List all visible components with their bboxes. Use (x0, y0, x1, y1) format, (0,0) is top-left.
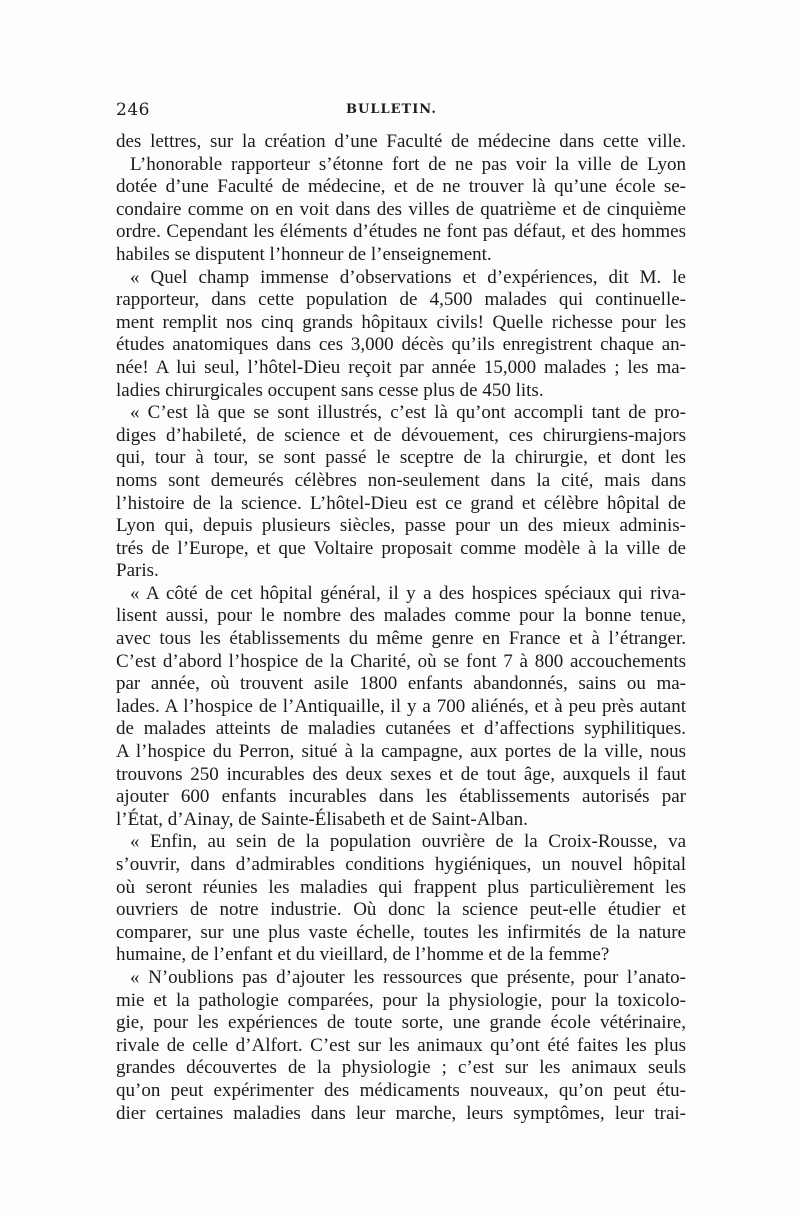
text-line: gie, pour les expériences de toute sorte, une grande école vétérinaire, (116, 1012, 686, 1034)
text-line: Paris. (116, 560, 159, 582)
text-line: « C’est là que se sont illustrés, c’est là qu’ont accompli tant de pro- (130, 402, 686, 424)
text-line: « N’oublions pas d’ajouter les ressources que présente, pour l’anato- (130, 966, 686, 988)
text-line: ajouter 600 enfants incurables dans les établissements autorisés par (116, 786, 686, 808)
text-line: « Enfin, au sein de la population ouvrière de la Croix-Rousse, va (130, 831, 686, 853)
text-line: condaire comme on en voit dans des villes de quatrième et de cinquième (116, 198, 686, 220)
text-line: A l’hospice du Perron, situé à la campagne, aux portes de la ville, nous (116, 741, 686, 763)
page-number: 246 (116, 100, 150, 120)
text-line: qui, tour à tour, se sont passé le sceptre de la chirurgie, et dont les (116, 447, 686, 469)
text-line: comparer, sur une plus vaste échelle, toutes les infirmités de la nature (116, 921, 686, 943)
text-line: s’ouvrir, dans d’admirables conditions hygiéniques, un nouvel hôpital (116, 854, 686, 875)
text-line: ladies chirurgicales occupent sans cesse plus de 450 lits. (116, 379, 544, 401)
text-line: où seront réunies les maladies qui frappent plus particulièrement les (116, 876, 686, 898)
text-line: dotée d’une Faculté de médecine, et de ne trouver là qu’une école se- (116, 176, 686, 198)
text-line: par année, où trouvent asile 1800 enfants abandonnés, sains ou ma- (116, 673, 686, 695)
text-line: mie et la pathologie comparées, pour la physiologie, pour la toxicolo- (116, 989, 686, 1011)
running-head: BULLETIN. (346, 102, 437, 117)
text-line: l’État, d’Ainay, de Sainte-Élisabeth et de Saint-Alban. (116, 808, 528, 830)
text-line: grandes découvertes de la physiologie ; c’est sur les animaux seuls (116, 1057, 686, 1079)
text-line: noms sont demeurés célèbres non-seulement dans la cité, mais dans (116, 469, 686, 491)
text-line: « Quel champ immense d’observations et d’expériences, dit M. le (130, 266, 686, 288)
text-line: ouvriers de notre industrie. Où donc la science peut-elle étudier et (116, 899, 686, 921)
text-line: dier certaines maladies dans leur marche, leurs symptômes, leur trai- (116, 1102, 686, 1124)
text-line: diges d’habileté, de science et de dévouement, ces chirurgiens-majors (116, 424, 686, 446)
text-line: née! A lui seul, l’hôtel-Dieu reçoit par année 15,000 malades ; les ma- (116, 356, 686, 378)
text-line: Lyon qui, depuis plusieurs siècles, passe pour un des mieux adminis- (116, 515, 686, 537)
text-line: qu’on peut expérimenter des médicaments nouveaux, qu’on peut étu- (116, 1079, 686, 1101)
text-line: rapporteur, dans cette population de 4,500 malades qui continuelle- (116, 289, 686, 311)
text-line: l’histoire de la science. L’hôtel-Dieu est ce grand et célèbre hôpital de (116, 492, 686, 514)
text-line: humaine, de l’enfant et du vieillard, de l’homme et de la femme? (116, 944, 610, 966)
text-line: études anatomiques dans ces 3,000 décès qu’ils enregistrent chaque an- (116, 334, 686, 356)
page-header (116, 100, 686, 124)
text-line: lades. A l’hospice de l’Antiquaille, il y a 700 aliénés, et à peu près autant (116, 695, 686, 717)
text-line: des lettres, sur la création d’une Faculté de médecine dans cette ville. (116, 131, 686, 152)
text-line: ment remplit nos cinq grands hôpitaux civils! Quelle richesse pour les (116, 311, 686, 333)
text-line: C’est d’abord l’hospice de la Charité, où se font 7 à 800 accouchements (116, 650, 686, 672)
text-line: avec tous les établissements du même genre en France et à l’étranger. (116, 628, 686, 650)
text-line: habiles se disputent l’honneur de l’enseignement. (116, 243, 492, 265)
text-line: ordre. Cependant les éléments d’études ne font pas défaut, et des hommes (116, 221, 686, 243)
text-line: rivale de celle d’Alfort. C’est sur les animaux qu’ont été faites les plus (116, 1034, 686, 1056)
text-line: trouvons 250 incurables des deux sexes et de tout âge, auxquels il faut (116, 763, 686, 785)
text-line: lisent aussi, pour le nombre des malades comme pour la bonne tenue, (116, 605, 686, 627)
text-line: trés de l’Europe, et que Voltaire proposait comme modèle à la ville de (116, 537, 686, 559)
text-line: L’honorable rapporteur s’étonne fort de ne pas voir la ville de Lyon (130, 153, 686, 175)
text-line: « A côté de cet hôpital général, il y a des hospices spéciaux qui riva- (130, 582, 686, 604)
text-line: de malades atteints de maladies cutanées et d’affections syphilitiques. (116, 718, 686, 740)
body-text (116, 131, 686, 1125)
